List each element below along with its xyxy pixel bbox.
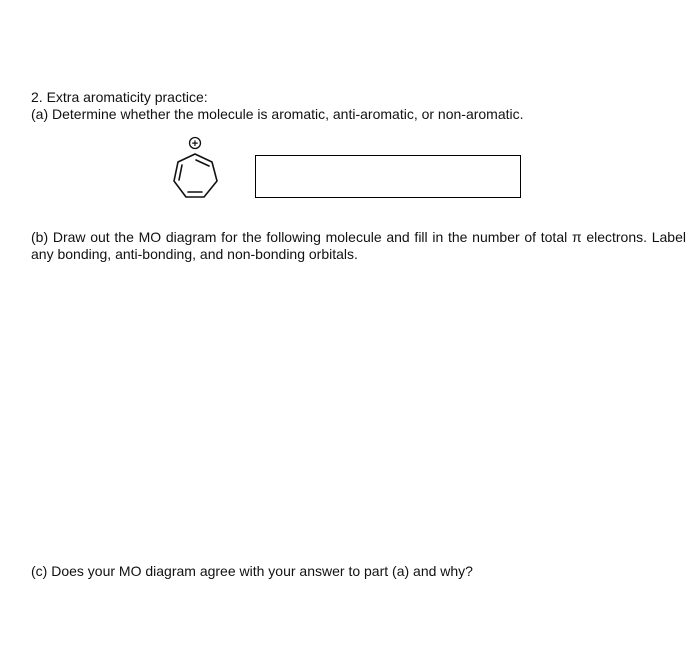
question-heading: 2. Extra aromaticity practice: [31,89,208,105]
part-b-prompt: (b) Draw out the MO diagram for the following molecule and fill in the number of total π electrons. Label any bonding, anti-bonding, and non-bonding orbitals. [31,229,686,262]
part-c-prompt: (c) Does your MO diagram agree with your answer to part (a) and why? [31,563,473,579]
double-bonds [179,160,209,192]
charge-icon [190,138,201,151]
part-a-prompt: (a) Determine whether the molecule is aromatic, anti-aromatic, or non-aromatic. [31,106,524,122]
charge-symbol: + [191,138,199,150]
answer-box[interactable] [255,155,521,198]
tropylium-structure [166,134,226,209]
